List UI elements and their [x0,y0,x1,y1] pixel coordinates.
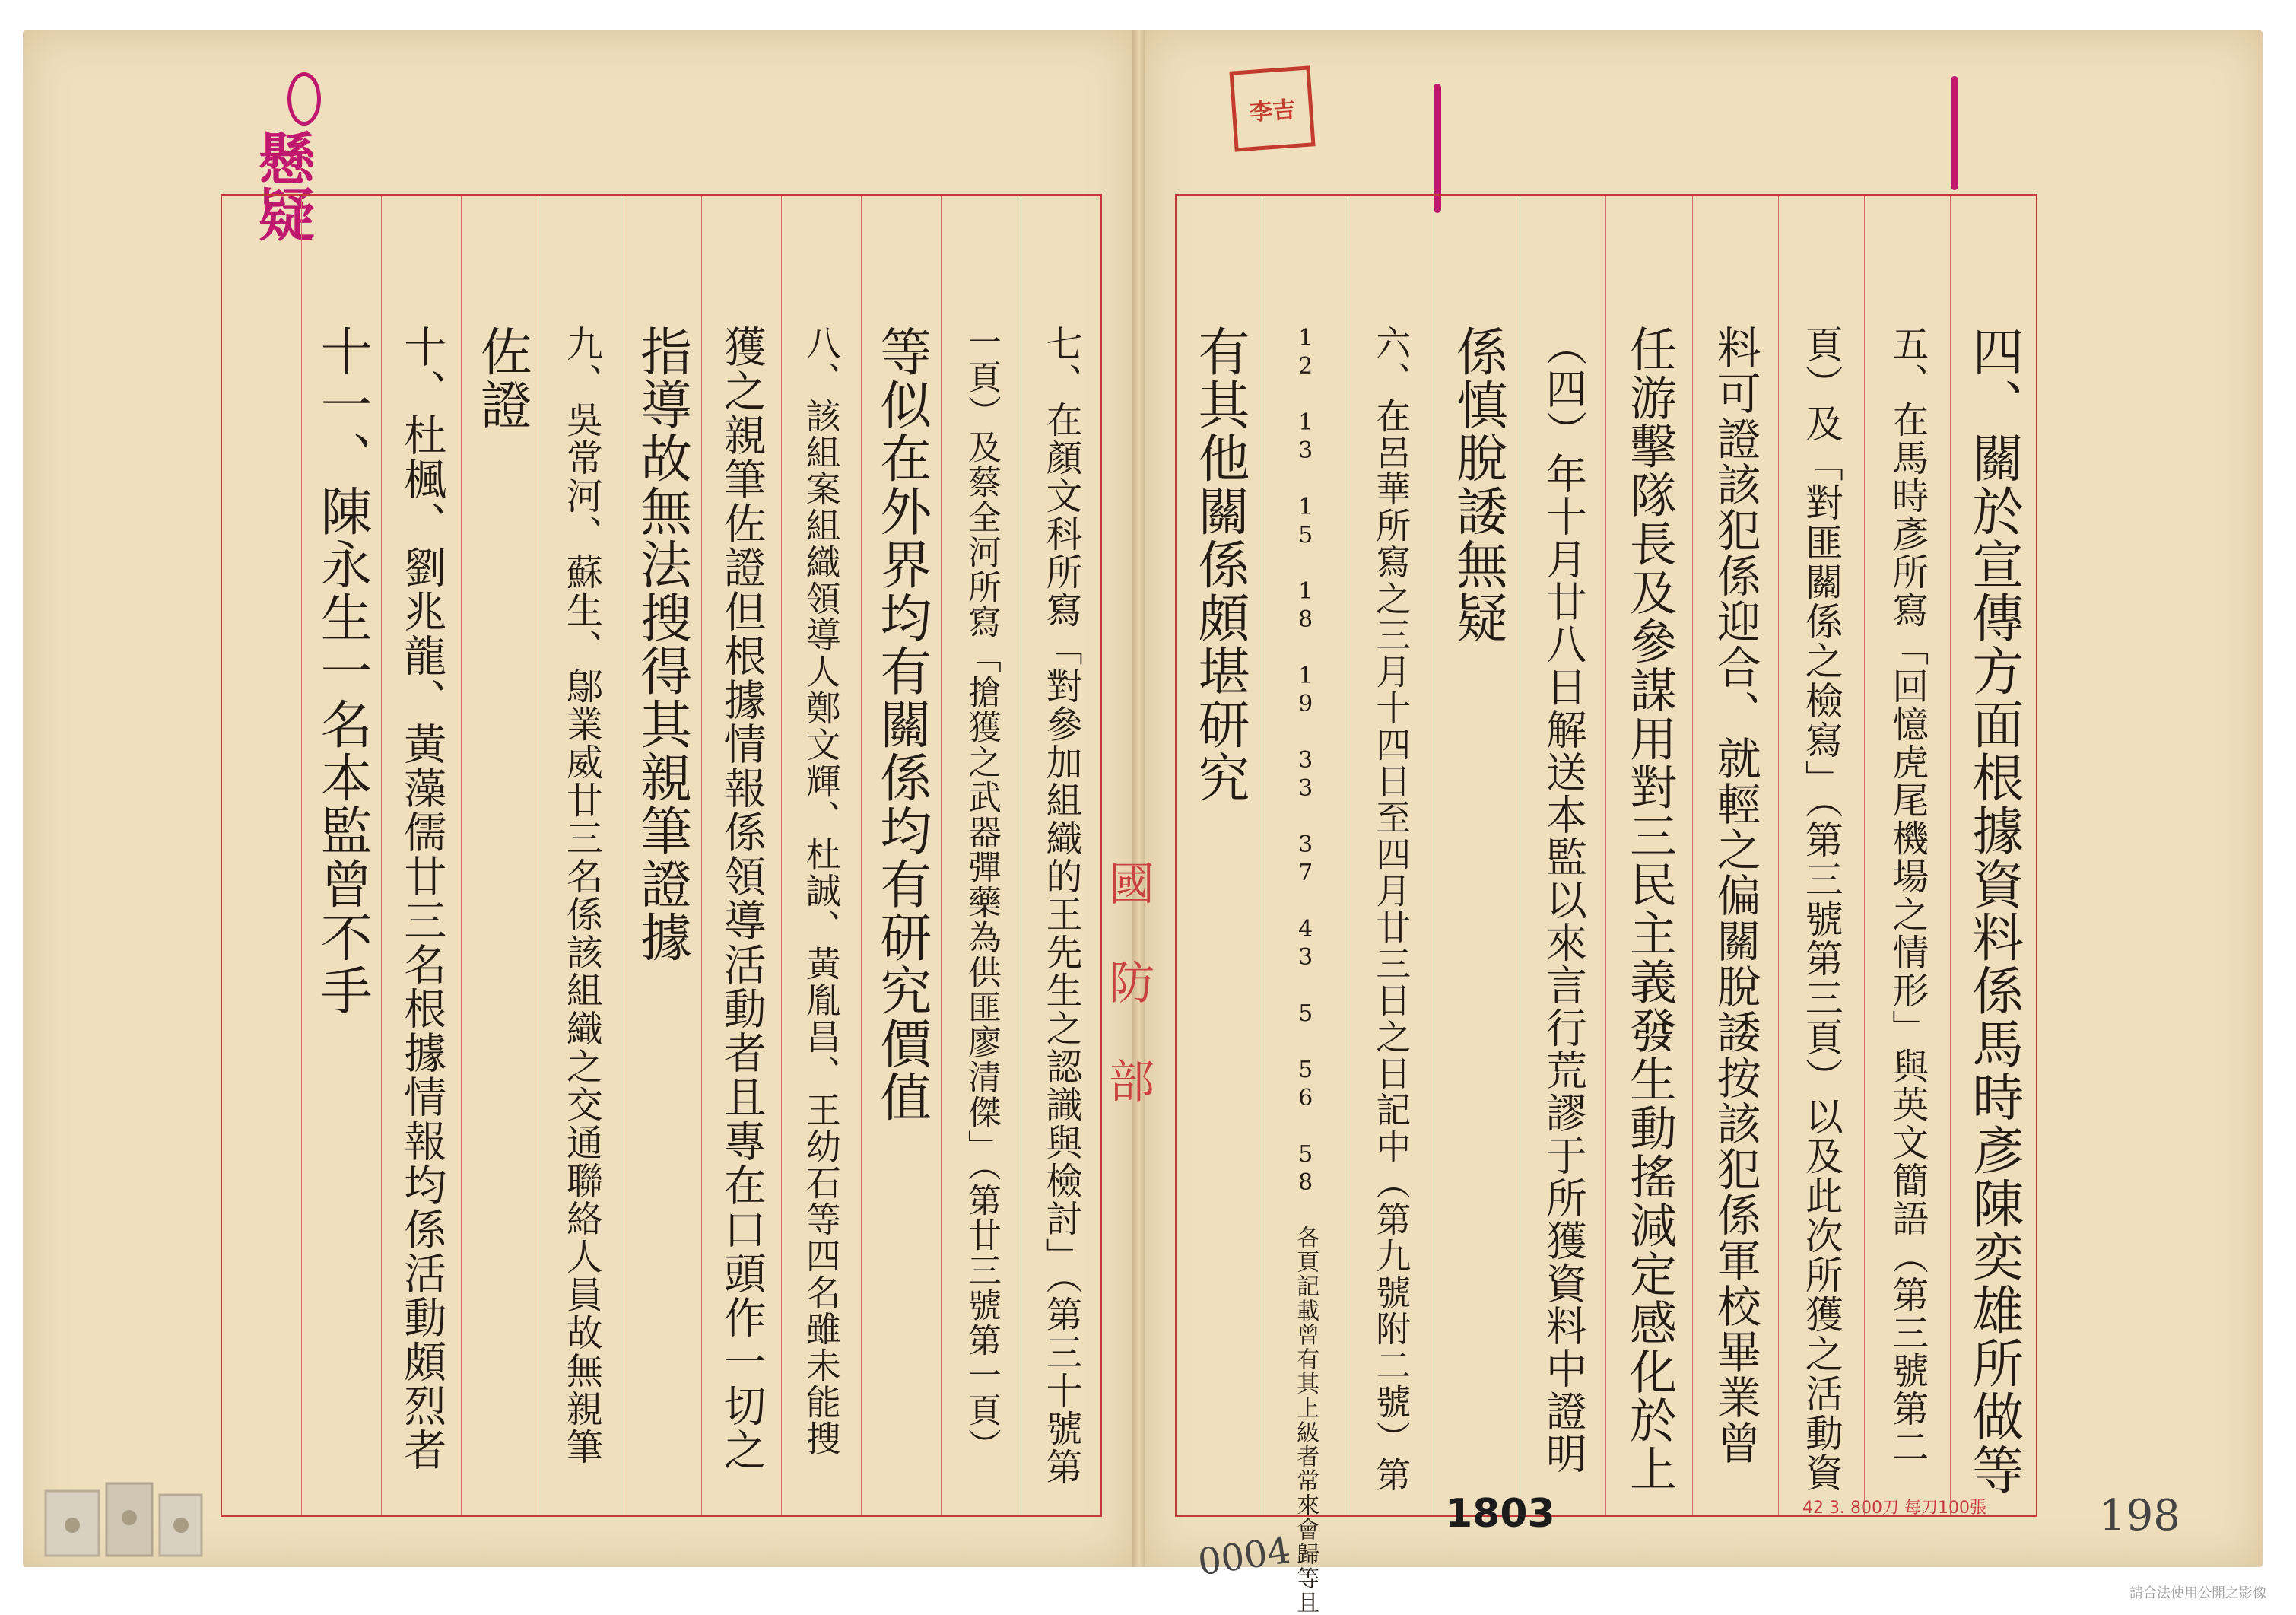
page-number: 1803 [1445,1491,1555,1537]
left-ruled-grid [221,194,1102,1517]
handwritten-number-right: 198 [2099,1491,2180,1540]
right-page-line-text: 頁）及「對匪關係之檢寫」（第三號第三頁）以及此次所獲之活動資 [1799,325,1843,1493]
left-page-line-text: 十一、陳永生一名本監曾不手 [312,325,373,1017]
right-page-column [1262,196,1348,1615]
left-page-line-text: 獲之親筆佐證但根據情報係領導活動者且專在口頭作一切之 [716,325,767,1472]
left-corner-annotation: 懸疑 [249,129,315,242]
right-page-column [1779,196,1865,1515]
circle-mark-icon [287,72,321,126]
right-page-column [1177,196,1262,1515]
left-page-column [782,196,862,1515]
left-page-line-text: 一頁）及蔡全河所寫「搶獲之武器彈藥為供匪廖清傑」（第廿三號第一頁） [961,325,1001,1463]
left-page-line-text: 八、該組案組織領導人鄭文輝、杜誠、黃胤昌、王幼石等四名雖未能搜 [800,325,842,1457]
left-page-column [862,196,942,1515]
right-page-line-text: 六、在呂華所寫之三月十四日至四月廿三日之日記中（第九號附二號）第 [1370,325,1412,1493]
watermark-text: 請合法使用公開之影像 [2129,1585,2266,1601]
right-page-column [1520,196,1606,1515]
left-page-line-text: 七、在顏文科所寫「對參加組織的王先生之認識與檢討」（第三十號第 [1039,325,1082,1486]
right-page-line-text: 任游擊隊長及參謀用對三民主義發生動搖減定感化於上 [1621,325,1678,1493]
right-page-line-text: 五、在馬時彥所寫「回憶虎尾機場之情形」與英文簡語（第三號第二 [1885,325,1929,1466]
seal-stamp: 李吉 [1229,65,1315,151]
left-page-column [302,196,382,1515]
left-page-column [621,196,701,1515]
agency-vertical-stamp: 國防部 [1101,860,1154,1156]
left-page-line-text: 指導故無法搜得其親筆證據 [631,325,692,964]
print-mark: 42 3. 800刀 每刀100張 [1802,1499,1986,1518]
left-page-line-text: 佐證 [472,325,532,431]
right-page-column [1693,196,1779,1515]
right-page-line-text: 四、關於宣傳方面根據資料係馬時彥陳奕雄所做等 [1963,325,2024,1496]
left-page-line-text: 九、吳常河、蘇生、鄔業威廿三名係該組織之交通聯絡人員故無親筆 [560,325,603,1466]
right-page-line-text: （四）年十月廿八日解送本監以來言行荒謬于所獲資料中證明 [1539,325,1588,1475]
right-page-line-text: 有其他關係頗堪研究 [1189,325,1250,804]
right-page-column [1434,196,1520,1515]
right-page-line-text: 係慎脫諉無疑 [1447,325,1508,644]
right-page-column [1348,196,1434,1515]
left-page-column [702,196,782,1515]
right-page-column [1606,196,1692,1515]
pen-marker-icon [1951,76,1958,190]
right-page-column [1951,196,2036,1515]
left-page-column [462,196,541,1515]
left-page-column [541,196,621,1515]
left-page-column [382,196,462,1515]
archive-logo-icon [38,1472,266,1571]
right-page-column [1865,196,1951,1515]
left-page-line-text: 十、杜楓、劉兆龍、黃藻儒廿三名根據情報均係活動頗烈者 [397,325,447,1472]
handwritten-number-left: 0004 [1195,1528,1294,1585]
left-page-column [942,196,1021,1515]
left-page-column [222,196,302,1515]
right-page-line-text: 料可證該犯係迎合、就輕之偏關脫諉按該犯係軍校畢業曾 [1709,325,1761,1466]
left-page-line-text: 等似在外界均有關係均有研究價值 [871,325,932,1124]
left-page-column [1021,196,1100,1515]
right-page-line-text: 12 13 15 18 19 33 37 43 5 56 58 各頁記載曾有其上級者常來會歸等且 [1292,325,1319,1615]
